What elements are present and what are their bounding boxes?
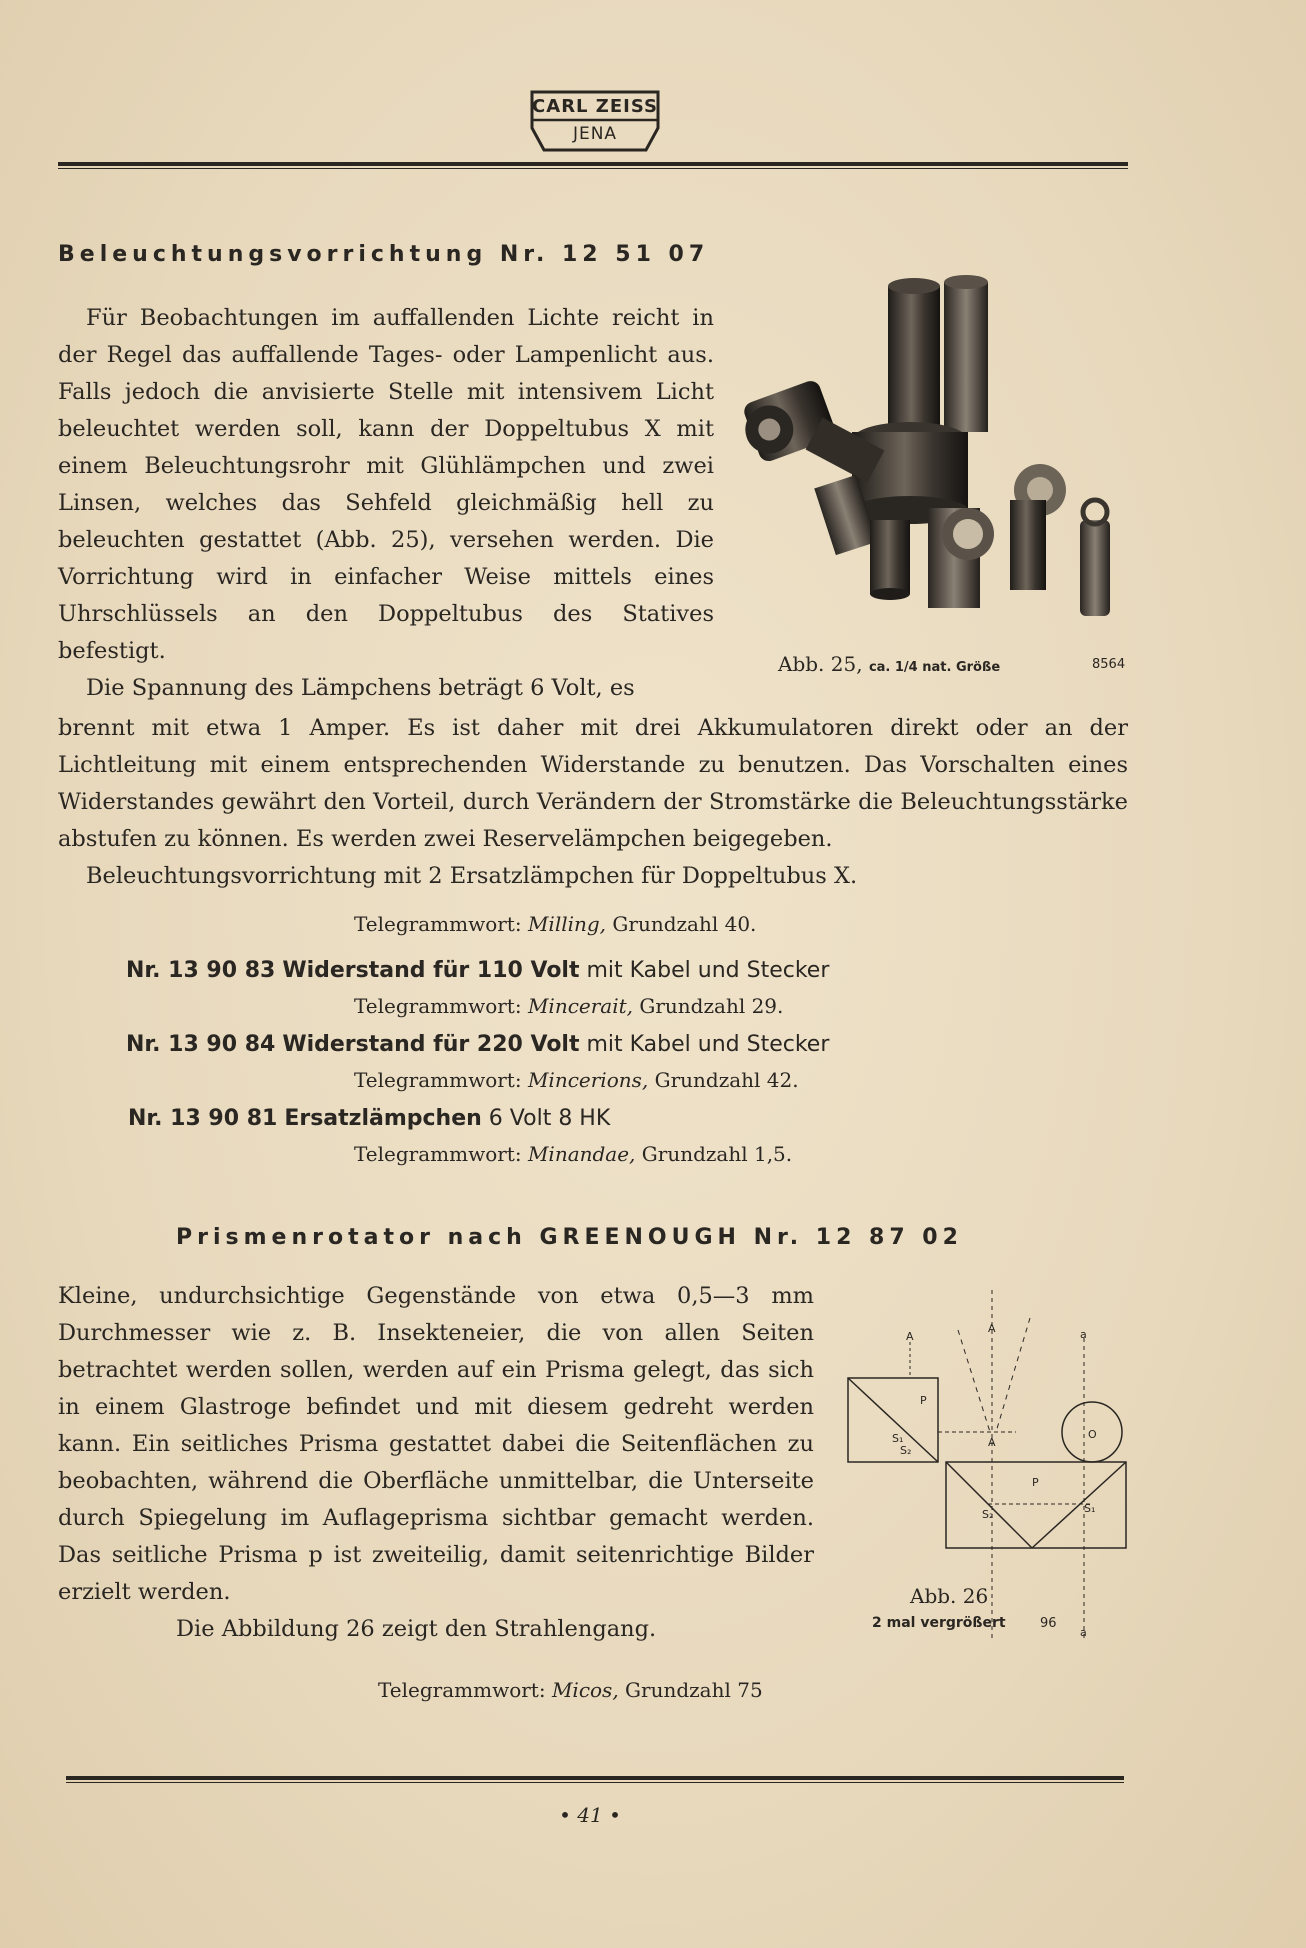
telegram-word: Milling, [527, 912, 607, 936]
diagram-label-s1-left: S₁ [892, 1432, 904, 1445]
telegram-base: Grundzahl 29. [639, 994, 784, 1018]
header-rule [58, 162, 1128, 166]
page-number: • 41 • [559, 1803, 621, 1827]
telegram-base: Grundzahl 40. [612, 912, 757, 936]
telegram-line-item-3 [354, 1142, 792, 1166]
logo-text-bottom: JENA [572, 124, 618, 144]
diagram-label-s1-bottom: S₁ [1084, 1502, 1096, 1515]
zeiss-logo [528, 88, 662, 154]
item-number: Nr. 13 90 83 [126, 958, 276, 983]
telegram-line-item-2 [354, 1068, 799, 1092]
diagram-label-a-top: A [988, 1322, 996, 1335]
diagram-label-p-small: P [920, 1394, 927, 1407]
logo-text-top: CARL ZEISS [532, 96, 658, 117]
diagram-label-a-right: a [1080, 1328, 1087, 1341]
section1-text-top [58, 300, 714, 707]
section1-text-full-width [58, 710, 1128, 895]
figure-26-number: 96 [1040, 1616, 1057, 1631]
item-description-bold: Ersatzlämpchen [284, 1106, 482, 1131]
item-number: Nr. 13 90 81 [128, 1106, 278, 1131]
section1-paragraph-2-start: Die Spannung des Lämpchens beträgt 6 Volt, es [86, 675, 635, 701]
telegram-line-main [354, 912, 756, 936]
section-heading-prism-rotator: Prismenrotator nach GREENOUGH Nr. 12 87 02 [176, 1225, 963, 1250]
telegram-base: Grundzahl 42. [654, 1068, 799, 1092]
section1-paragraph-3: Beleuchtungsvorrichtung mit 2 Ersatzlämpchen für Doppeltubus X. [86, 863, 858, 889]
diagram-label-s2-bottom: S₂ [982, 1508, 994, 1521]
telegram-label: Telegrammwort: [354, 994, 522, 1018]
item-description: mit Kabel und Stecker [586, 958, 830, 983]
section-heading-illumination: Beleuchtungsvorrichtung Nr. 12 51 07 [58, 242, 710, 267]
telegram-base: Grundzahl 75 [625, 1678, 763, 1702]
telegram-word: Minandae, [527, 1142, 636, 1166]
footer-rule-thin [66, 1782, 1124, 1783]
catalog-item-3 [128, 1106, 610, 1131]
figure-26-caption: Abb. 26 [910, 1584, 989, 1608]
telegram-word: Mincerions, [527, 1068, 649, 1092]
item-description-bold: Widerstand für 220 Volt [282, 1032, 580, 1057]
item-description-bold: Widerstand für 110 Volt [282, 958, 580, 983]
diagram-label-a-center: A [988, 1436, 996, 1449]
figure-25-caption [778, 652, 1000, 676]
section1-paragraph-1: Für Beobachtungen im auffallenden Lichte reicht in der Regel das auffallende Tages- oder Lampenlicht aus. Falls jedoch die anvisierte Stelle mit intensivem Licht beleuchtet werden soll, kann der Doppeltubus X mit einem Beleuchtungsrohr mit Glühlämpchen und zwei Linsen, welches das Sehfeld gleichmäßig hell zu beleuchten gestattet (Abb. 25), versehen werden. Die Vorrichtung wird in einfacher Weise mittels eines Uhrschlüssels an den Doppeltubus des Statives befestigt. [58, 305, 714, 664]
section2-text [58, 1278, 814, 1648]
section1-paragraph-2-rest: brennt mit etwa 1 Amper. Es ist daher mit drei Akkumulatoren direkt oder an der Lichtleitung mit einem entsprechenden Widerstande zu benutzen. Das Vorschalten eines Widerstandes gewährt den Vorteil, durch Verändern der Stromstärke die Beleuchtungsstärke abstufen zu können. Es werden zwei Reservelämpchen beigegeben. [58, 715, 1128, 852]
telegram-base: Grundzahl 1,5. [641, 1142, 793, 1166]
diagram-label-a-left: A [906, 1330, 914, 1343]
figure-26-caption-scale: 2 mal vergrößert [872, 1615, 1006, 1631]
telegram-label: Telegrammwort: [378, 1678, 546, 1702]
figure-25-caption-scale: ca. 1/4 nat. Größe [868, 660, 1001, 675]
section2-paragraph-1: Kleine, undurchsichtige Gegenstände von etwa 0,5—3 mm Durchmesser wie z. B. Insekteneier, die von allen Seiten betrachtet werden sollen, werden auf ein Prisma gelegt, das sich in einem Glastroge befindet und mit diesem gedreht werden kann. Ein seitliches Prisma gestattet dabei die Seitenflächen zu beobachten, während die Oberfläche unmittelbar, die Unterseite durch Spiegelung im Auflageprisma sichtbar gemacht werden. Das seitliche Prisma p ist zweiteilig, damit seitenrichtige Bilder erzielt werden. [58, 1283, 814, 1605]
telegram-word: Micos, [551, 1678, 619, 1702]
figure-25-illumination-device [740, 272, 1130, 642]
diagram-label-p-large: P [1032, 1476, 1039, 1489]
footer-rule [66, 1776, 1124, 1780]
diagram-label-o: O [1088, 1428, 1097, 1441]
figure-25-caption-label: Abb. 25, [778, 652, 863, 676]
section2-paragraph-2: Die Abbildung 26 zeigt den Strahlengang. [176, 1616, 657, 1642]
telegram-line-item-1 [354, 994, 783, 1018]
catalog-item-2 [126, 1032, 829, 1057]
catalog-item-1 [126, 958, 829, 983]
figure-25-number: 8564 [1092, 657, 1126, 672]
telegram-label: Telegrammwort: [354, 1142, 522, 1166]
telegram-label: Telegrammwort: [354, 1068, 522, 1092]
item-number: Nr. 13 90 84 [126, 1032, 276, 1057]
item-description: mit Kabel und Stecker [586, 1032, 830, 1057]
telegram-line-section2 [378, 1678, 763, 1702]
diagram-label-a-bottom: a [1080, 1626, 1087, 1639]
telegram-label: Telegrammwort: [354, 912, 522, 936]
figure-26-ray-path-diagram [840, 1282, 1140, 1652]
item-description: 6 Volt 8 HK [488, 1106, 611, 1131]
diagram-label-s2-left: S₂ [900, 1444, 912, 1457]
telegram-word: Mincerait, [527, 994, 634, 1018]
header-rule-thin [58, 168, 1128, 169]
